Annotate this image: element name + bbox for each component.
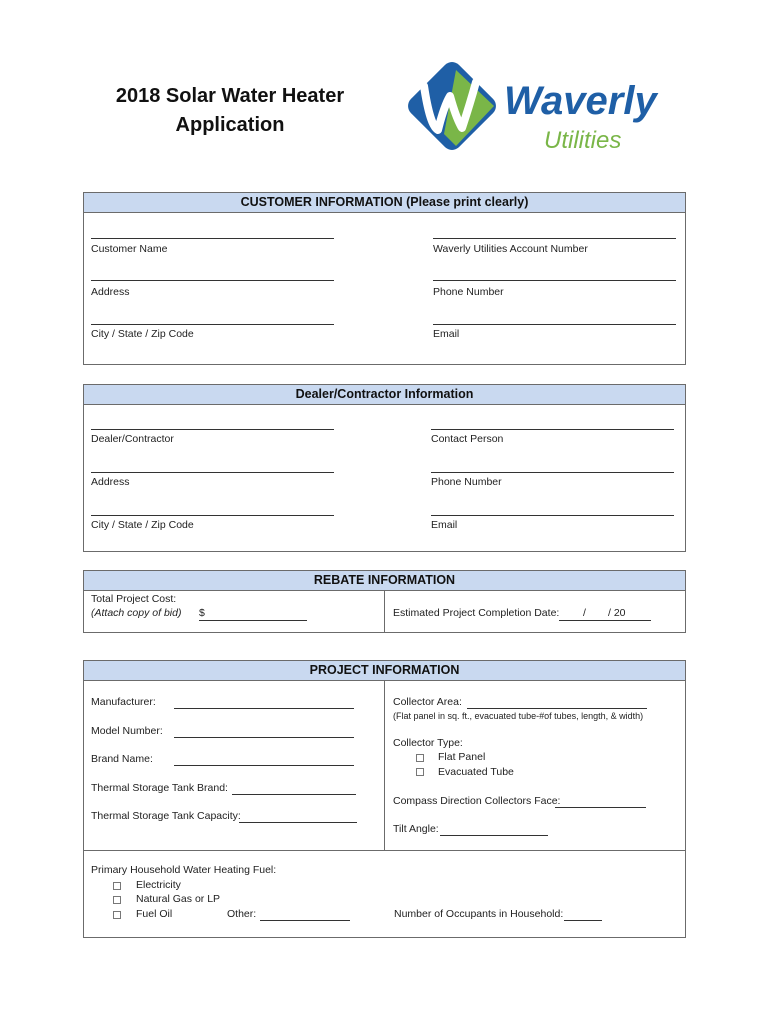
- form-title-line2: Application: [175, 114, 285, 136]
- model-number-label: Model Number:: [91, 725, 163, 737]
- collector-area-note: (Flat panel in sq. ft., evacuated tube-#of tubes, length, & width): [393, 711, 644, 721]
- customer-address-label: Address: [91, 286, 130, 298]
- completion-date-slash2: / 20: [608, 607, 626, 619]
- account-number-field[interactable]: [433, 238, 676, 239]
- customer-email-label: Email: [433, 328, 460, 340]
- completion-date-slash1: /: [583, 607, 586, 619]
- completion-date-label: Estimated Project Completion Date:: [393, 607, 560, 619]
- compass-direction-field[interactable]: [555, 807, 646, 808]
- project-information-section: [83, 660, 686, 938]
- collector-area-field[interactable]: [467, 708, 647, 709]
- dealer-information-section: [83, 384, 686, 552]
- project-fuel-separator: [84, 850, 685, 851]
- flat-panel-label: Flat Panel: [438, 751, 486, 763]
- attach-bid-note: (Attach copy of bid): [91, 607, 182, 619]
- dealer-address-field[interactable]: [91, 472, 334, 473]
- form-title: [100, 82, 360, 140]
- project-divider: [384, 680, 385, 851]
- form-title-line1: 2018 Solar Water Heater: [115, 85, 345, 107]
- total-project-cost-field[interactable]: [199, 620, 307, 621]
- manufacturer-field[interactable]: [174, 708, 354, 709]
- fuel-oil-checkbox[interactable]: [113, 911, 121, 919]
- electricity-label: Electricity: [136, 879, 181, 891]
- customer-email-field[interactable]: [433, 324, 676, 325]
- customer-phone-field[interactable]: [433, 280, 676, 281]
- dealer-address-label: Address: [91, 476, 130, 488]
- rebate-information-section: [83, 570, 686, 633]
- total-project-cost-label: Total Project Cost:: [91, 593, 177, 605]
- other-fuel-label: Other:: [227, 908, 257, 920]
- brand-name-label: Brand Name:: [91, 753, 153, 765]
- tilt-angle-label: Tilt Angle:: [393, 823, 439, 835]
- electricity-checkbox[interactable]: [113, 882, 121, 890]
- logo-mark-icon: [404, 56, 674, 156]
- customer-information-section: [83, 192, 686, 365]
- account-number-label: Waverly Utilities Account Number: [433, 243, 588, 255]
- customer-name-field[interactable]: [91, 238, 334, 239]
- brand-name-field[interactable]: [174, 765, 354, 766]
- tank-capacity-label: Thermal Storage Tank Capacity:: [91, 810, 241, 822]
- dealer-name-field[interactable]: [91, 429, 334, 430]
- collector-type-label: Collector Type:: [393, 737, 463, 749]
- dealer-phone-field[interactable]: [431, 472, 674, 473]
- manufacturer-label: Manufacturer:: [91, 696, 156, 708]
- dollar-sign: $: [199, 607, 205, 619]
- occupants-field[interactable]: [564, 920, 602, 921]
- customer-information-heading: CUSTOMER INFORMATION (Please print clearly): [84, 193, 685, 213]
- waverly-utilities-logo: [404, 56, 674, 156]
- customer-address-field[interactable]: [91, 280, 334, 281]
- dealer-email-field[interactable]: [431, 515, 674, 516]
- logo-word-utilities: Utilities: [544, 127, 622, 154]
- contact-person-field[interactable]: [431, 429, 674, 430]
- project-information-heading: PROJECT INFORMATION: [84, 661, 685, 681]
- dealer-city-field[interactable]: [91, 515, 334, 516]
- logo-word-waverly: Waverly: [504, 79, 657, 123]
- flat-panel-checkbox[interactable]: [416, 754, 424, 762]
- tank-capacity-field[interactable]: [239, 822, 357, 823]
- natural-gas-checkbox[interactable]: [113, 896, 121, 904]
- dealer-email-label: Email: [431, 519, 458, 531]
- customer-name-label: Customer Name: [91, 243, 168, 255]
- compass-direction-label: Compass Direction Collectors Face:: [393, 795, 561, 807]
- natural-gas-label: Natural Gas or LP: [136, 893, 221, 905]
- contact-person-label: Contact Person: [431, 433, 504, 445]
- fuel-oil-label: Fuel Oil: [136, 908, 173, 920]
- evacuated-tube-checkbox[interactable]: [416, 768, 424, 776]
- dealer-information-heading: Dealer/Contractor Information: [84, 385, 685, 405]
- customer-city-label: City / State / Zip Code: [91, 328, 194, 340]
- tank-brand-label: Thermal Storage Tank Brand:: [91, 782, 228, 794]
- dealer-city-label: City / State / Zip Code: [91, 519, 194, 531]
- completion-date-field[interactable]: [559, 620, 651, 621]
- fuel-label: Primary Household Water Heating Fuel:: [91, 864, 277, 876]
- rebate-divider: [384, 590, 385, 633]
- dealer-phone-label: Phone Number: [431, 476, 502, 488]
- collector-area-label: Collector Area:: [393, 696, 462, 708]
- occupants-label: Number of Occupants in Household:: [394, 908, 564, 920]
- dealer-name-label: Dealer/Contractor: [91, 433, 174, 445]
- model-number-field[interactable]: [174, 737, 354, 738]
- customer-phone-label: Phone Number: [433, 286, 504, 298]
- tilt-angle-field[interactable]: [440, 835, 548, 836]
- other-fuel-field[interactable]: [260, 920, 350, 921]
- rebate-information-heading: REBATE INFORMATION: [84, 571, 685, 591]
- evacuated-tube-label: Evacuated Tube: [438, 766, 514, 778]
- tank-brand-field[interactable]: [232, 794, 356, 795]
- customer-city-field[interactable]: [91, 324, 334, 325]
